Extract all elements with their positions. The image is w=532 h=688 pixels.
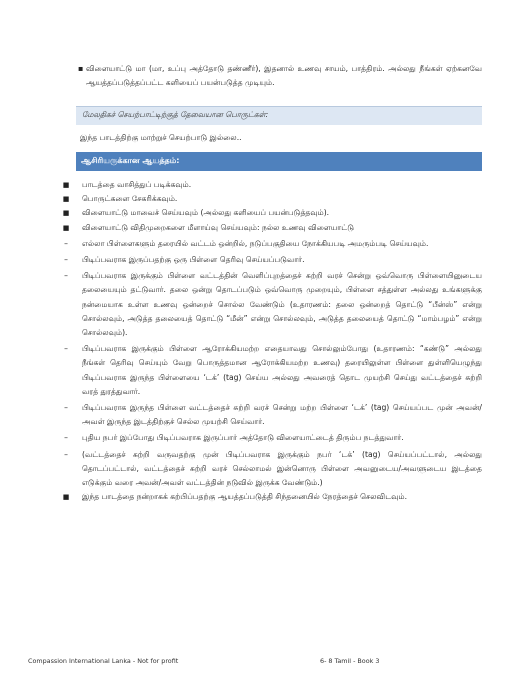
dash-bullet-marker: –	[64, 344, 68, 354]
list-item-text: புதிய நபர் இப்போது பிடிப்பவராக இருப்பார் அத்தோடு விளையாட்டைத் திரும்ப நடத்துவார்.	[82, 433, 404, 443]
dash-bullet-marker: –	[64, 403, 68, 413]
list-item-text: பிடிப்பவராக இருந்த பிள்ளை வட்டத்தைச் சுற்றி வரச் சென்று மற்ற பிள்ளை ‘டக்’ (tag) செய்யப்பட முன் அவன்/அவள் இருந்த இடத்திற்குச் செல்ல முயற்சி செய்வார்.	[82, 403, 482, 427]
list-item	[60, 342, 482, 399]
dash-bullet-marker: –	[64, 449, 68, 459]
additional-materials-heading-bar	[76, 106, 482, 125]
additional-materials-heading: மேலதிகச் செயற்பாட்டிற்குத் தேவையான பொருட்கள்:	[82, 110, 269, 119]
list-item	[60, 269, 482, 340]
teacher-preparation-heading: ஆசிரியருக்கான ஆயத்தம்:	[81, 156, 180, 165]
list-item	[60, 221, 482, 235]
list-item-text: விளையாட்டு மாவைச் செய்யவும் (அல்லது களியைப் பயன்படுத்தவும்).	[82, 208, 330, 218]
bullet-marker: ▪	[78, 64, 84, 73]
list-item-text: இந்த பாடத்தை நன்றாகக் கற்பிப்பதற்கு ஆயத்தப்படுத்தி சிந்தனையில் நேரத்தைச் செலவிடவும்.	[82, 492, 408, 502]
list-item-text: பொருட்களை சேகரிக்கவும்.	[82, 194, 178, 204]
dash-bullet-marker: –	[64, 255, 68, 265]
list-item	[60, 178, 482, 192]
preparation-list	[60, 178, 482, 504]
list-item-text: விளையாட்டு விதிமுறைகளை மீளாய்வு செய்யவும்: நல்ல உணவு விளையாட்டு	[82, 222, 355, 232]
square-bullet-marker: ■	[62, 195, 70, 204]
list-item-text: பாடத்தை வாசித்துப் படிக்கவும்.	[82, 180, 192, 189]
square-bullet-marker: ■	[62, 181, 70, 189]
list-item	[60, 448, 482, 491]
intro-text: விளையாட்டு மா (மா, உப்பு அத்தோடு தண்ணீர்), இதனால் உணவு சாயம், பாத்திரம். அல்லது நீங்கள் ஏற்கனவே ஆயத்தப்படுத்தப்பட்ட களியைப் பயன்படுத்த முடியும்.	[86, 64, 482, 88]
square-bullet-marker: ■	[62, 223, 70, 232]
list-item-text: (வட்டத்தைச் சுற்றி வருவதற்கு முன் பிடிப்பவராக இருக்கும் நபர் ‘டக்’ (tag) செய்யப்பட்டால், அல்லது தொடப்பட்டால், வட்டத்தைச் சுற்றி வரச் செல்லாமல் இன்னொரு பிள்ளை அவனுடைய/அவளுடைய இடத்தை எடுக்கும் வரை அவன்/அவள் வட்டத்தின் நடுவில் இருக்க வேண்டும்.)	[82, 449, 482, 488]
footer-right: 6- 8 Tamil - Book 3	[320, 657, 380, 665]
list-item	[60, 490, 482, 504]
list-item	[60, 253, 482, 267]
dash-bullet-marker: –	[64, 238, 68, 248]
dash-bullet-marker: –	[64, 271, 68, 281]
list-item	[60, 206, 482, 220]
additional-materials-body: இந்த பாடத்திற்கு மாற்றுச் செயற்பாடு இல்லை..	[80, 133, 242, 142]
list-item	[60, 237, 482, 251]
teacher-preparation-heading-bar	[76, 152, 482, 171]
square-bullet-marker: ■	[62, 493, 70, 502]
intro-bullet	[78, 62, 482, 90]
dash-bullet-marker: –	[64, 433, 68, 443]
list-item-text: பிடிப்பவராக இருக்கும் பிள்ளை வட்டத்தின் வெளிப்புறத்தைச் சுற்றி வரச் சென்று ஒவ்வொரு பிள்ளையினுடைய தலையையும் தட்டுவார். தலை ஒன்று தொடப்படும் ஒவ்வொரு முறையும், பிள்ளை சத்துள்ள அல்லது உங்களுக்கு நன்மையாக உள்ள உணவு ஒன்றைச் சொல்ல வேண்டும் (உதாரணம்: தலை ஒன்றைத் தொட்டு “பீன்ஸ்” என்று சொல்லவும், அடுத்த தலையைத் தொட்டு “மீன்” என்று சொல்லவும், அடுத்த தலையைத் தொட்டு “மாம்பழம்” என்று சொல்லவும்).	[82, 271, 482, 338]
footer-left: Compassion International Lanka - Not for profit	[28, 657, 179, 665]
list-item-text: பிடிப்பவராக இருப்பதற்கு ஒரு பிள்ளை தெரிவு செய்யப்படுவார்.	[82, 255, 305, 265]
list-item	[60, 431, 482, 445]
list-item	[60, 192, 482, 206]
square-bullet-marker: ■	[62, 209, 70, 218]
list-item-text: எல்லா பிள்ளைகளும் தரையில் வட்டம் ஒன்றில், நடுப்பகுதியை நோக்கியபடி அமரும்படி செய்யவும்.	[82, 238, 429, 248]
list-item-text: பிடிப்பவராக இருக்கும் பிள்ளை ஆரோக்கியமற்ற எதையாவது சொல்லும்போது (உதாரணம்: “கண்டு” அல்லது நீங்கள் தெரிவு செய்யும் வேறு பொருத்தமான ஆரோக்கியமற்ற உணவு) தரையிலுள்ள பிள்ளை துள்ளியெழுந்து பிடிப்பவராக இருந்த பிள்ளையை ‘டக்’ (tag) செய்ய அல்லது அவரைத் தொட முயற்சி செய்து வட்டத்தைச் சுற்றி வரத் துரத்துவார்.	[82, 344, 482, 396]
list-item	[60, 401, 482, 429]
